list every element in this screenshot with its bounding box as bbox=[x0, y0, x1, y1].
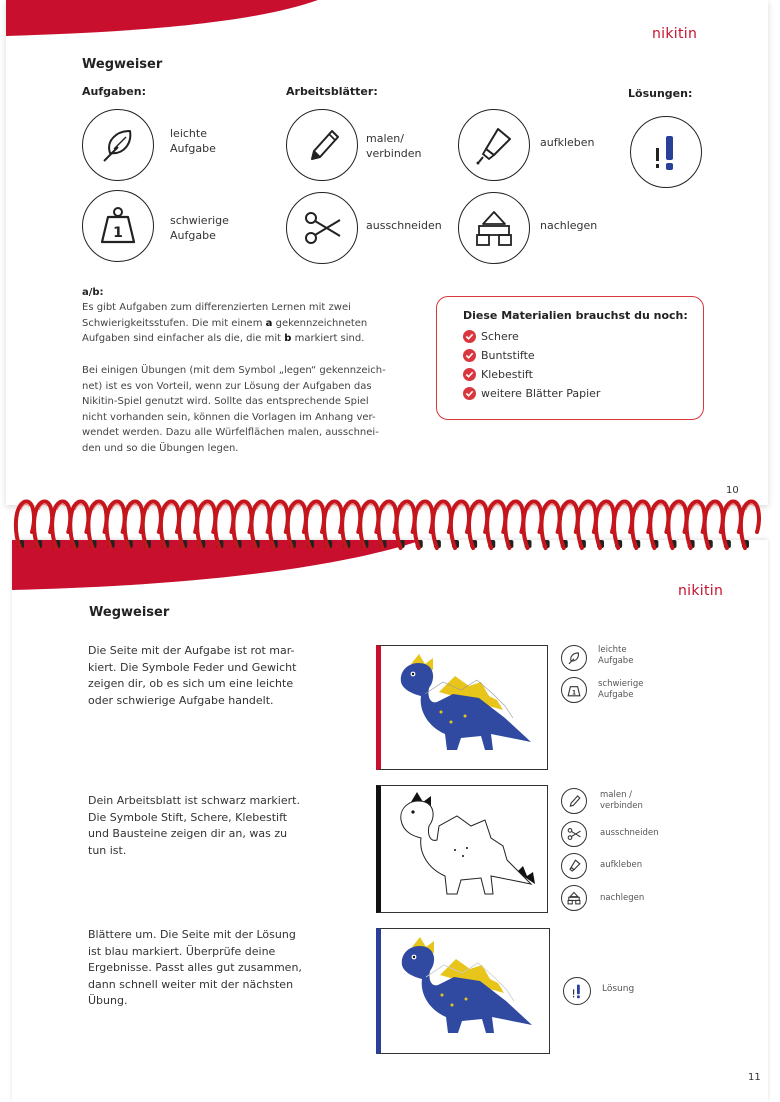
page-number: 11 bbox=[748, 1072, 761, 1083]
spiral-ring bbox=[161, 501, 179, 548]
scissors-icon bbox=[286, 192, 358, 264]
material-item: Schere bbox=[463, 327, 703, 346]
spiral-ring bbox=[397, 501, 415, 548]
red-header-swoosh bbox=[6, 0, 336, 40]
glue-stick-icon bbox=[561, 853, 587, 879]
easy-task-label: leichte Aufgabe bbox=[170, 127, 216, 155]
solutions-header: Lösungen: bbox=[628, 87, 693, 100]
spiral-ring bbox=[70, 501, 88, 548]
spiral-ring bbox=[487, 501, 505, 548]
task-page-paragraph: Die Seite mit der Aufgabe ist rot mar- kiert. Die Symbole Feder und Gewicht zeigen dir, ob es sich um eine leichte oder schwierige Aufgabe handelt. bbox=[88, 644, 297, 707]
ab-heading: a/b: bbox=[82, 287, 104, 298]
spiral-ring bbox=[197, 501, 215, 548]
feather-icon bbox=[561, 645, 587, 671]
pencil-icon bbox=[286, 109, 358, 181]
spiral-ring bbox=[542, 501, 560, 548]
blue-dinosaur-image bbox=[381, 646, 547, 768]
ab-paragraph: Es gibt Aufgaben zum differenzierten Lernen mit zwei Schwierigkeitsstufen. Die mit einem a gekennzeichneten Aufgaben sind einfacher als die, die mit b markiert sind. bbox=[82, 302, 368, 344]
spiral-ring bbox=[433, 501, 451, 548]
spiral-ring bbox=[705, 501, 723, 548]
legend-solution-label: Lösung bbox=[602, 984, 635, 994]
legend-lay-label: nachlegen bbox=[600, 893, 645, 903]
weight-icon bbox=[561, 677, 587, 703]
spiral-ring bbox=[523, 501, 541, 548]
building-blocks-icon bbox=[458, 192, 530, 264]
spiral-ring bbox=[34, 501, 52, 548]
pencil-icon bbox=[561, 788, 587, 814]
legend-hard-label: schwierige Aufgabe bbox=[598, 679, 644, 700]
spiral-ring bbox=[632, 501, 650, 548]
page-title: Wegweiser bbox=[82, 57, 163, 72]
spiral-ring bbox=[668, 501, 686, 548]
check-icon bbox=[463, 387, 476, 400]
top-page bbox=[6, 0, 768, 505]
outline-dinosaur-image bbox=[381, 786, 547, 910]
weight-icon bbox=[82, 190, 154, 262]
lay-paragraph: Bei einigen Übungen (mit dem Symbol „legen“ gekennzeich- net) ist es von Vorteil, wenn zur Lösung der Aufgaben das Nikitin-Spiel genutzt wird. Sollte das entsprechende Spiel nicht vorhanden sein, können die Vorlagen im Anhang ver- wendet werden. Dazu alle Würfelflächen malen, ausschnei- den und so die Übungen legen. bbox=[82, 365, 386, 454]
tasks-header: Aufgaben: bbox=[82, 85, 146, 98]
legend-glue-label: aufkleben bbox=[600, 860, 643, 870]
spiral-ring bbox=[451, 501, 469, 548]
spiral-ring bbox=[306, 501, 324, 548]
page-number: 10 bbox=[726, 485, 739, 496]
legend-cut-label: ausschneiden bbox=[600, 828, 659, 838]
solution-paragraph: Blättere um. Die Seite mit der Lösung ist blau markiert. Überprüfe deine Ergebnisse. Passt alles gut zusammen, dann schnell weiter mit der nächsten Übung. bbox=[88, 928, 302, 1007]
cut-label: ausschneiden bbox=[366, 219, 442, 232]
spiral-ring bbox=[342, 501, 360, 548]
spiral-ring bbox=[378, 501, 396, 548]
spiral-ring bbox=[360, 501, 378, 548]
spiral-ring bbox=[16, 501, 34, 548]
glue-label: aufkleben bbox=[540, 136, 595, 149]
worksheet-paragraph: Dein Arbeitsblatt ist schwarz markiert. Die Symbole Stift, Schere, Klebestift und Bausteine zeigen dir an, was zu tun ist. bbox=[88, 794, 300, 857]
spiral-ring bbox=[650, 501, 668, 548]
materials-title: Diese Materialien brauchst du noch: bbox=[463, 309, 688, 322]
spiral-ring bbox=[324, 501, 342, 548]
solution-thumbnail bbox=[376, 928, 550, 1054]
material-item: weitere Blätter Papier bbox=[463, 384, 703, 403]
solution-exclamation-icon bbox=[563, 977, 591, 1005]
scissors-icon bbox=[561, 821, 587, 847]
spiral-ring bbox=[288, 501, 306, 548]
feather-icon bbox=[82, 109, 154, 181]
spiral-ring bbox=[596, 501, 614, 548]
worksheets-header: Arbeitsblätter: bbox=[286, 85, 378, 98]
brand-logo: nikitin bbox=[652, 26, 698, 42]
spiral-ring bbox=[687, 501, 705, 548]
spiral-ring bbox=[415, 501, 433, 548]
spiral-ring bbox=[505, 501, 523, 548]
page-title: Wegweiser bbox=[89, 605, 170, 620]
spiral-ring bbox=[125, 501, 143, 548]
spiral-ring bbox=[560, 501, 578, 548]
legend-paint-label: malen / verbinden bbox=[600, 790, 643, 811]
check-icon bbox=[463, 330, 476, 343]
legend-easy-label: leichte Aufgabe bbox=[598, 645, 634, 666]
building-blocks-icon bbox=[561, 885, 587, 911]
spiral-ring bbox=[469, 501, 487, 548]
check-icon bbox=[463, 368, 476, 381]
spiral-ring bbox=[107, 501, 125, 548]
worksheet-thumbnail bbox=[376, 785, 548, 913]
material-item: Buntstifte bbox=[463, 346, 703, 365]
spiral-ring bbox=[143, 501, 161, 548]
brand-logo: nikitin bbox=[678, 583, 724, 599]
spiral-ring bbox=[741, 501, 759, 548]
weight-number: 1 bbox=[113, 225, 123, 241]
spiral-ring bbox=[578, 501, 596, 548]
spiral-ring bbox=[270, 501, 288, 548]
spiral-ring bbox=[614, 501, 632, 548]
check-icon bbox=[463, 349, 476, 362]
glue-stick-icon bbox=[458, 109, 530, 181]
spiral-ring bbox=[215, 501, 233, 548]
paint-connect-label: malen/ verbinden bbox=[366, 132, 422, 160]
bottom-page bbox=[12, 540, 768, 1102]
materials-box bbox=[436, 296, 704, 420]
spiral-ring bbox=[179, 501, 197, 548]
weight-number: 1 bbox=[571, 690, 577, 697]
lay-label: nachlegen bbox=[540, 219, 598, 232]
spiral-ring bbox=[233, 501, 251, 548]
spiral-ring bbox=[723, 501, 741, 548]
task-page-thumbnail bbox=[376, 645, 548, 770]
solution-exclamation-icon bbox=[630, 116, 702, 188]
spiral-ring bbox=[252, 501, 270, 548]
blue-dinosaur-solution-image bbox=[381, 929, 549, 1051]
spiral-ring bbox=[88, 501, 106, 548]
hard-task-label: schwierige Aufgabe bbox=[170, 214, 229, 242]
spiral-binding bbox=[0, 488, 780, 558]
material-item: Klebestift bbox=[463, 365, 703, 384]
spiral-ring bbox=[52, 501, 70, 548]
